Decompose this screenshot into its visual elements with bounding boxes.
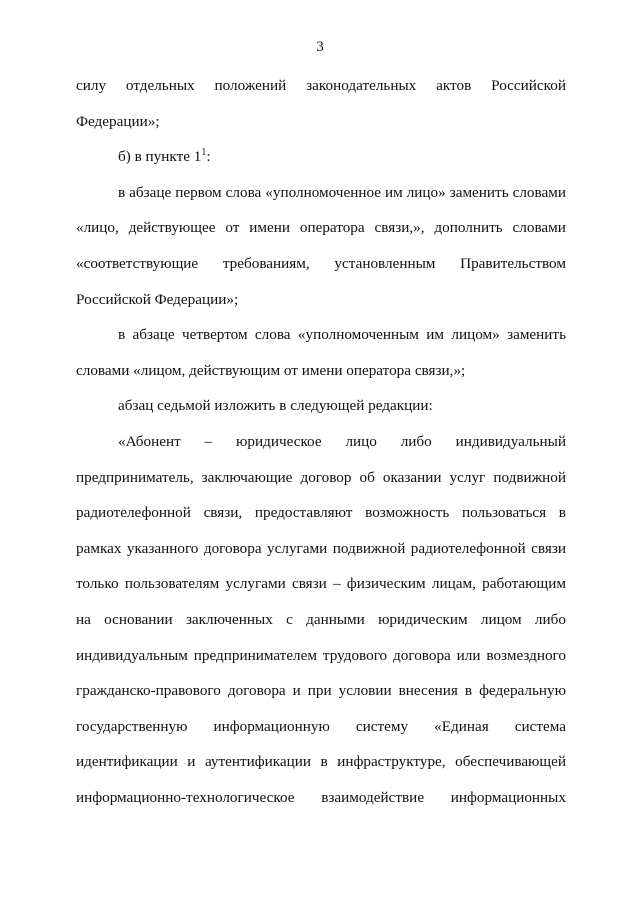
text-line [76,216,566,252]
word: данными [306,610,365,628]
word: пользователям [124,575,220,593]
word: физическим [346,575,426,593]
word: предпринимателем [193,646,317,664]
word: связи [291,575,327,593]
word: система [514,717,566,735]
word: заключающие [201,468,293,486]
word: в [320,753,328,771]
word: пользоваться [461,504,547,522]
word: предоставляют [254,504,353,522]
word: имени [249,219,290,237]
word: государственную [76,717,188,735]
word: Российской [491,77,566,94]
word: слова [254,326,291,344]
word: информационно-технологическое [76,788,295,806]
text-line: Федерации»; [76,112,160,130]
word: юридическое [236,432,322,450]
word: либо [534,610,566,628]
text-line [76,572,566,608]
word: в [464,682,473,700]
word: внесения [398,682,458,700]
word: положений [214,77,287,94]
word: индивидуальным [76,646,188,664]
word: лицам, [431,575,476,593]
word: в [118,183,126,201]
word: взаимодействие [321,788,425,806]
text-line [76,466,566,502]
word: «уполномоченное [265,183,381,201]
word: заменить [507,326,566,344]
word: Правительством [460,254,566,272]
word: связи, [203,504,243,522]
word: информационную [213,717,330,735]
text-line: абзац седьмой изложить в следующей редакции: [118,397,433,415]
word: радиотелефонной [76,504,191,522]
word: «уполномоченным [297,326,419,344]
text-line: Российской Федерации»; [76,290,239,308]
word: возможность [365,504,450,522]
word: им [384,183,403,201]
word: с [286,610,293,628]
word: на [76,610,91,628]
word: законодательных [306,77,417,94]
word: договора [203,539,262,557]
word: работающим [482,575,566,593]
word: отдельных [125,77,195,94]
text-line [76,501,566,537]
word: им [426,326,445,344]
word: аутентификации [204,753,312,771]
word: радиотелефонной [410,539,526,557]
text-line [76,537,566,573]
word: юридическим [378,610,468,628]
word: четвертом [181,326,248,344]
word: услугами [267,539,328,557]
text-line [76,430,566,466]
word: лицо [345,432,377,450]
word: «соответствующие [76,254,199,272]
superscript: 1 [201,147,207,159]
word: требованиям, [222,254,310,272]
word: лицом [480,610,522,628]
word: только [76,575,119,593]
word: «лицо, [76,219,119,237]
word: оказании [382,468,442,486]
word: об [359,468,375,486]
word: инфраструктуре, [337,753,446,771]
word: идентификации [76,753,178,771]
word: индивидуальный [455,432,566,450]
word: в [118,326,126,344]
text-line [76,679,566,715]
word: заменить [449,183,509,201]
word: подвижной [493,468,566,486]
word: обеспечивающей [455,753,566,771]
word: федеральную [479,682,566,700]
word: дополнить [434,219,503,237]
word: – [333,575,341,593]
word: от [225,219,240,237]
word: абзаце [132,326,175,344]
word: договора [227,682,286,700]
document-body [76,74,566,821]
word: гражданско-правового [76,682,221,700]
word: и [187,753,196,771]
word: подвижной [332,539,406,557]
word: словами [512,183,566,201]
word: рамках [76,539,122,557]
word: заключенных [185,610,273,628]
word: «Единая [434,717,489,735]
text-line [76,252,566,288]
word: трудового [322,646,388,664]
word: и [292,682,301,700]
word: абзаце [129,183,172,201]
word: «Абонент [118,432,181,450]
text-line-subpoint [76,145,566,181]
word: словами [512,219,566,237]
text-line [76,786,566,822]
word: в [558,504,566,522]
word: договор [300,468,352,486]
text-line [76,750,566,786]
subpoint-colon: : [206,148,211,166]
word: или [456,646,481,664]
word: условии [338,682,392,700]
word: действующее [128,219,216,237]
word: информационных [450,788,566,806]
word: либо [400,432,432,450]
word: указанного [126,539,199,557]
subpoint-text: б) в пункте 1 [118,148,202,166]
text-line [76,715,566,751]
word: услуг [449,468,486,486]
text-line: словами «лицом, действующим от имени оператора связи,»; [76,361,466,379]
word: лицо» [406,183,446,201]
word: основании [104,610,173,628]
word: слова [225,183,262,201]
word: установленным [334,254,436,272]
word: связи [531,539,566,557]
word: актов [436,77,472,94]
word: систему [355,717,409,735]
word: лицом» [451,326,500,344]
text-line [76,644,566,680]
page-number: 3 [316,39,324,55]
word: силу [76,77,107,94]
text-line [76,608,566,644]
text-line [76,74,566,110]
word: – [204,432,213,450]
word: оператора [299,219,365,237]
text-line [76,323,566,359]
word: при [307,682,332,700]
word: первом [175,183,222,201]
text-line [76,181,566,217]
word: возмездного [486,646,566,664]
word: связи,», [374,219,425,237]
word: предприниматель, [76,468,194,486]
word: услугами [225,575,286,593]
word: договора [393,646,451,664]
